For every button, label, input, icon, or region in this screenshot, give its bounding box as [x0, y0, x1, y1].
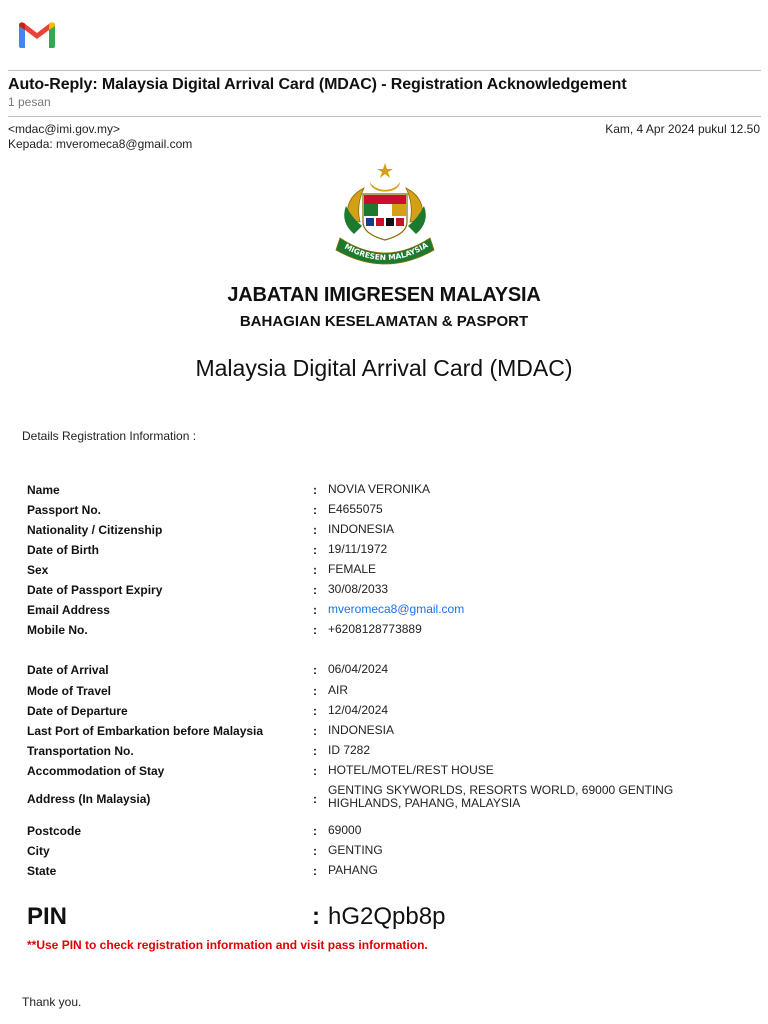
separator: : [313, 523, 317, 537]
field-label: Name [27, 483, 60, 497]
subject-divider [8, 116, 761, 117]
field-value: FEMALE [328, 562, 377, 576]
field-label: Mode of Travel [27, 684, 112, 698]
separator: : [313, 764, 317, 778]
row-address [27, 784, 747, 814]
field-value: +6208128773889 [328, 622, 422, 636]
field-value: HOTEL/MOTEL/REST HOUSE [328, 763, 494, 777]
row-mobile-no [27, 623, 747, 643]
row-last-port [27, 724, 747, 744]
separator: : [313, 603, 317, 617]
row-date-of-birth [27, 543, 747, 563]
field-label: State [27, 864, 57, 878]
separator: : [313, 792, 317, 806]
field-value: 69000 [328, 823, 362, 837]
field-value: INDONESIA [328, 522, 395, 536]
row-passport-no [27, 503, 747, 523]
field-label: Mobile No. [27, 623, 88, 637]
field-value: NOVIA VERONIKA [328, 482, 431, 496]
separator: : [313, 684, 317, 698]
gmail-logo-icon [16, 18, 58, 50]
separator: : [313, 583, 317, 597]
field-value: 30/08/2033 [328, 582, 389, 596]
row-date-of-arrival [27, 663, 747, 683]
separator: : [313, 503, 317, 517]
field-value: AIR [328, 683, 349, 697]
field-value: PAHANG [328, 863, 378, 877]
field-value: 19/11/1972 [328, 542, 388, 556]
separator: : [313, 744, 317, 758]
row-name [27, 483, 747, 503]
pin-value: hG2Qpb8p [328, 903, 446, 930]
field-value: GENTING [328, 843, 383, 857]
pin-separator: : [312, 903, 320, 930]
field-label: Passport No. [27, 503, 102, 517]
closing-text: Thank you. [22, 995, 82, 1009]
field-value: GENTING SKYWORLDS, RESORTS WORLD, 69000 GENTING HIGHLANDS, PAHANG, MALAYSIA [328, 783, 674, 810]
field-label: Postcode [27, 824, 82, 838]
email-link[interactable]: mveromeca8@gmail.com [328, 602, 465, 616]
field-label: Accommodation of Stay [27, 764, 165, 778]
row-email-address [27, 603, 747, 623]
separator: : [313, 824, 317, 838]
pin-note: **Use PIN to check registration information and visit pass information. [27, 938, 428, 952]
field-value: E4655075 [328, 502, 383, 516]
field-label: Nationality / Citizenship [27, 523, 163, 537]
row-sex [27, 563, 747, 583]
field-label: Date of Arrival [27, 663, 109, 677]
message-count: 1 pesan [8, 95, 51, 109]
separator: : [313, 623, 317, 637]
row-nationality [27, 523, 747, 543]
sender-address: <mdac@imi.gov.my> [8, 122, 120, 136]
separator: : [313, 663, 317, 677]
crest-banner-text: MIGRESEN MALAYSIA [343, 240, 430, 263]
field-label: Address (In Malaysia) [27, 792, 151, 806]
field-label: Date of Birth [27, 543, 99, 557]
recipient-line: Kepada: mveromeca8@gmail.com [8, 137, 193, 151]
field-label: City [27, 844, 50, 858]
row-date-of-departure [27, 704, 747, 724]
details-intro: Details Registration Information : [22, 429, 197, 443]
field-label: Sex [27, 563, 49, 577]
separator: : [313, 563, 317, 577]
row-city [27, 844, 747, 864]
separator: : [313, 483, 317, 497]
field-value: INDONESIA [328, 723, 395, 737]
separator: : [313, 844, 317, 858]
field-value: 06/04/2024 [328, 662, 389, 676]
document-title: Malaysia Digital Arrival Card (MDAC) [195, 355, 573, 381]
immigration-crest-icon [330, 160, 440, 270]
email-date: Kam, 4 Apr 2024 pukul 12.50 [605, 122, 760, 136]
row-accommodation [27, 764, 747, 784]
field-label: Email Address [27, 603, 110, 617]
field-label: Date of Passport Expiry [27, 583, 163, 597]
row-postcode [27, 824, 747, 844]
separator: : [313, 864, 317, 878]
field-label: Date of Departure [27, 704, 128, 718]
header-divider [8, 70, 761, 71]
separator: : [313, 543, 317, 557]
field-label: Transportation No. [27, 744, 134, 758]
email-subject: Auto-Reply: Malaysia Digital Arrival Card (MDAC) - Registration Acknowledgement [8, 76, 627, 93]
separator: : [313, 704, 317, 718]
agency-name: JABATAN IMIGRESEN MALAYSIA [227, 284, 541, 306]
row-transportation-no [27, 744, 747, 764]
field-value: 12/04/2024 [328, 703, 389, 717]
pin-label: PIN [27, 903, 68, 930]
row-passport-expiry [27, 583, 747, 603]
separator: : [313, 724, 317, 738]
row-mode-of-travel [27, 684, 747, 704]
row-state [27, 864, 747, 884]
field-label: Last Port of Embarkation before Malaysia [27, 724, 264, 738]
field-value: ID 7282 [328, 743, 371, 757]
division-name: BAHAGIAN KESELAMATAN & PASPORT [239, 313, 529, 330]
